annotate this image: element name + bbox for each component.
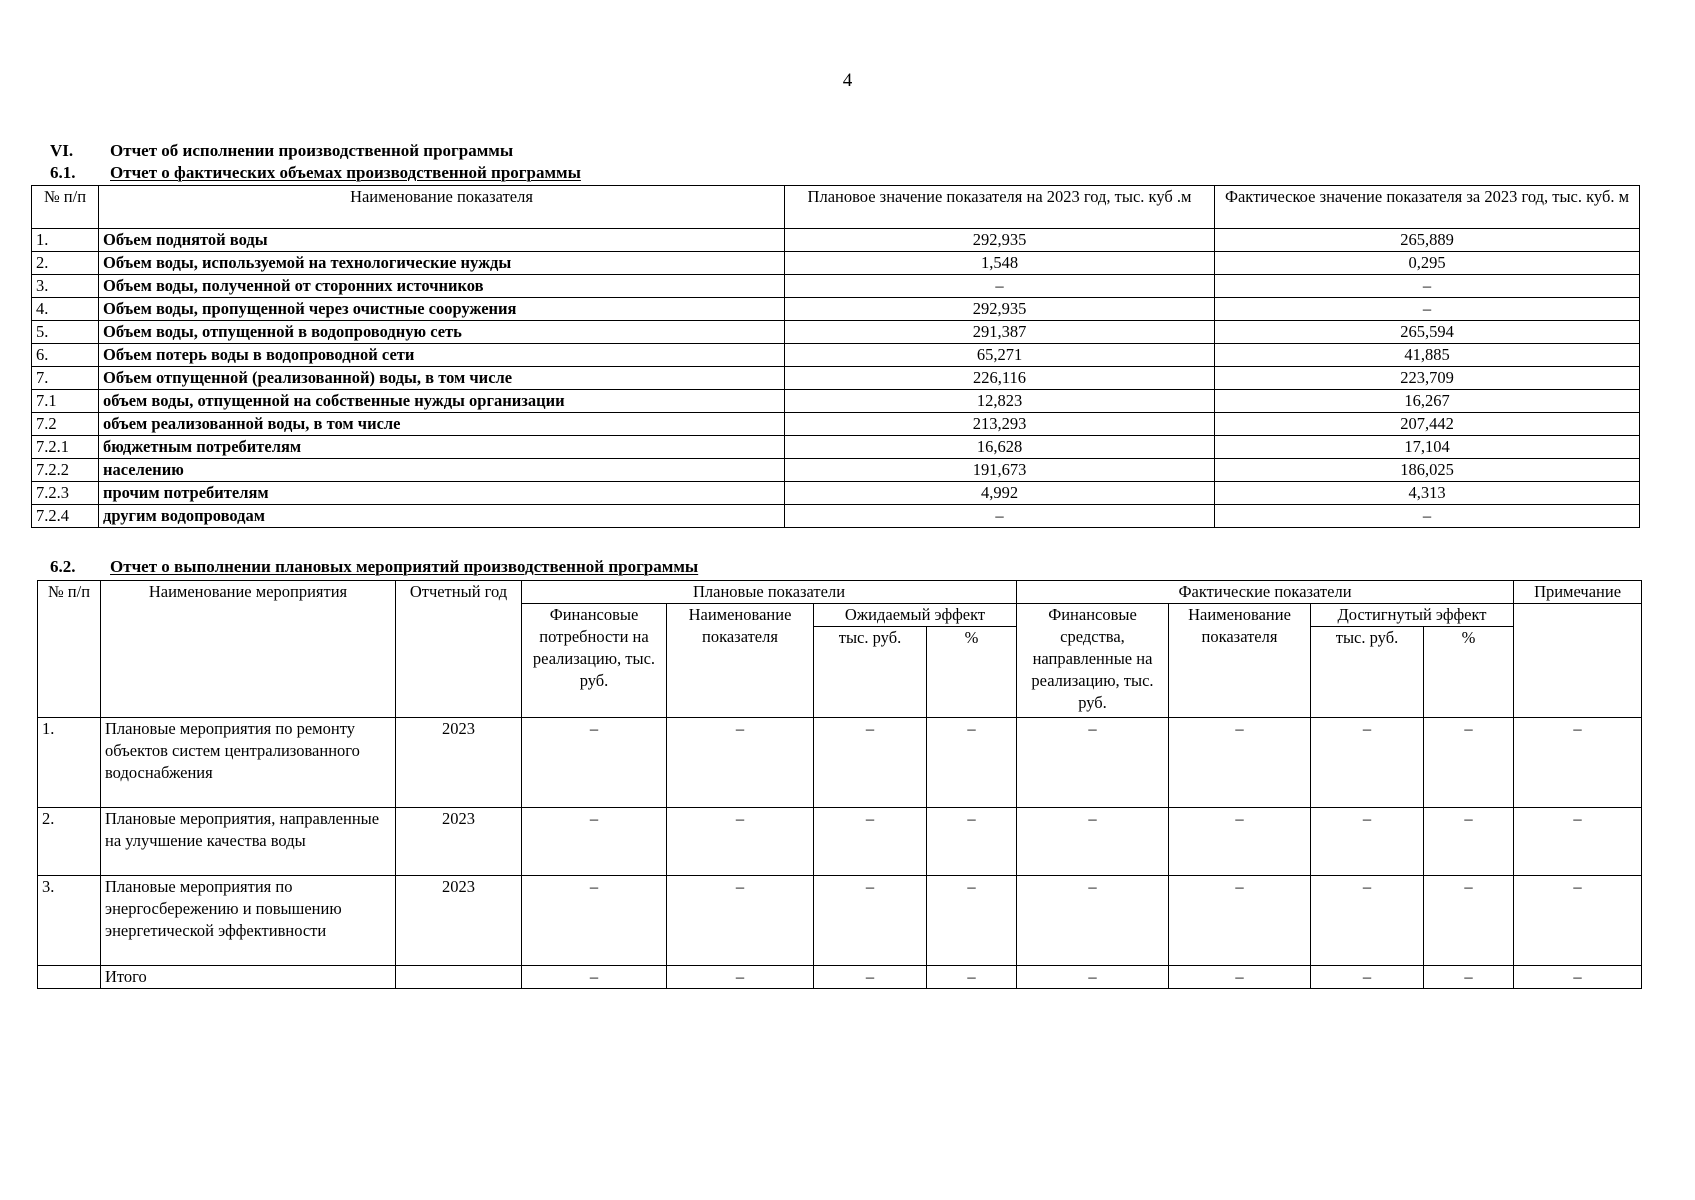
header-num: № п/п [38,581,101,718]
plan-value: 213,293 [785,413,1215,436]
expected-pct: – [927,876,1017,966]
note: – [1514,718,1642,808]
fact-value: – [1215,275,1640,298]
subsection-6-1-heading [50,163,581,183]
header-plan-value: Плановое значение показателя на 2023 год, тыс. куб .м [785,186,1215,229]
actual-finance: – [1017,966,1169,989]
plan-value: 12,823 [785,390,1215,413]
header-num: № п/п [32,186,99,229]
table-row [32,390,1640,413]
header-actual-indicator: Наименование показателя [1169,604,1311,718]
planned-indicator: – [667,966,814,989]
fact-value: 41,885 [1215,344,1640,367]
row-num: 1. [38,718,101,808]
expected-rub: – [814,718,927,808]
expected-pct: – [927,808,1017,876]
header-actual-finance: Финансовые средства, направленные на реализацию, тыс. руб. [1017,604,1169,718]
planned-finance: – [522,966,667,989]
planned-indicator: – [667,808,814,876]
achieved-pct: – [1424,718,1514,808]
achieved-pct: – [1424,876,1514,966]
indicator-name: Объем поднятой воды [99,229,785,252]
table-row [32,229,1640,252]
plan-value: – [785,505,1215,528]
row-num: 7. [32,367,99,390]
indicator-name: Объем воды, полученной от сторонних источников [99,275,785,298]
achieved-rub: – [1311,876,1424,966]
row-num: 7.2.2 [32,459,99,482]
actual-indicator: – [1169,808,1311,876]
measure-name: Плановые мероприятия по энергосбережению и повышению энергетической эффективности [101,876,396,966]
table-header-row [38,581,1642,604]
row-num: 3. [32,275,99,298]
fact-value: 207,442 [1215,413,1640,436]
achieved-rub: – [1311,966,1424,989]
plan-value: 226,116 [785,367,1215,390]
planned-indicator: – [667,876,814,966]
fact-value: – [1215,298,1640,321]
actual-indicator: – [1169,718,1311,808]
fact-value: 4,313 [1215,482,1640,505]
subsection-number: 6.1. [50,163,76,182]
achieved-rub: – [1311,808,1424,876]
indicator-name: Объем воды, используемой на технологические нужды [99,252,785,275]
table-body [38,718,1642,989]
plan-value: 4,992 [785,482,1215,505]
subsection-title: Отчет о выполнении плановых мероприятий производственной программы [110,557,699,576]
section-title: Отчет об исполнении производственной программы [110,141,514,160]
table-row [32,344,1640,367]
report-year: 2023 [396,876,522,966]
row-num: 7.2.3 [32,482,99,505]
header-expected-effect: Ожидаемый эффект [814,604,1017,627]
plan-value: 65,271 [785,344,1215,367]
subsection-6-2-heading [50,557,698,577]
report-year: 2023 [396,808,522,876]
header-achieved-effect: Достигнутый эффект [1311,604,1514,627]
planned-finance: – [522,808,667,876]
actual-finance: – [1017,808,1169,876]
row-num: 1. [32,229,99,252]
plan-value: 291,387 [785,321,1215,344]
table-row [32,505,1640,528]
table-row [32,413,1640,436]
indicator-name: прочим потребителям [99,482,785,505]
actual-finance: – [1017,876,1169,966]
achieved-pct: – [1424,808,1514,876]
expected-rub: – [814,808,927,876]
total-label: Итого [101,966,396,989]
production-volumes-table [31,185,1640,528]
expected-pct: – [927,966,1017,989]
row-num: 7.2.4 [32,505,99,528]
header-actual-indicators: Фактические показатели [1017,581,1514,604]
fact-value: 265,594 [1215,321,1640,344]
indicator-name: населению [99,459,785,482]
planned-finance: – [522,718,667,808]
subsection-number: 6.2. [50,557,76,576]
table-row [32,321,1640,344]
fact-value: 0,295 [1215,252,1640,275]
plan-value: 16,628 [785,436,1215,459]
header-note-blank [1514,604,1642,718]
indicator-name: Объем потерь воды в водопроводной сети [99,344,785,367]
fact-value: 223,709 [1215,367,1640,390]
header-planned-rub: тыс. руб. [814,627,927,718]
row-num: 6. [32,344,99,367]
fact-value: 16,267 [1215,390,1640,413]
plan-value: 191,673 [785,459,1215,482]
table-row [32,436,1640,459]
header-planned-finance: Финансовые потребности на реализацию, тыс. руб. [522,604,667,718]
indicator-name: Объем воды, пропущенной через очистные сооружения [99,298,785,321]
row-num: 5. [32,321,99,344]
plan-value: 1,548 [785,252,1215,275]
row-num: 7.2 [32,413,99,436]
indicator-name: бюджетным потребителям [99,436,785,459]
subsection-title: Отчет о фактических объемах производственной программы [110,163,581,182]
page-number: 4 [842,70,853,91]
achieved-pct: – [1424,966,1514,989]
row-num: 7.1 [32,390,99,413]
table-header-row [32,186,1640,229]
row-num: 2. [32,252,99,275]
note: – [1514,808,1642,876]
header-report-year: Отчетный год [396,581,522,718]
indicator-name: Объем воды, отпущенной в водопроводную сеть [99,321,785,344]
measure-name: Плановые мероприятия, направленные на улучшение качества воды [101,808,396,876]
note: – [1514,966,1642,989]
report-year: 2023 [396,718,522,808]
indicator-name: Объем отпущенной (реализованной) воды, в том числе [99,367,785,390]
table-row [32,298,1640,321]
table-row [38,808,1642,876]
achieved-rub: – [1311,718,1424,808]
expected-rub: – [814,966,927,989]
fact-value: – [1215,505,1640,528]
header-measure-name: Наименование мероприятия [101,581,396,718]
note: – [1514,876,1642,966]
header-planned-indicators: Плановые показатели [522,581,1017,604]
header-planned-pct: % [927,627,1017,718]
expected-rub: – [814,876,927,966]
header-planned-indicator: Наименование показателя [667,604,814,718]
table-row [32,275,1640,298]
row-num: 7.2.1 [32,436,99,459]
total-row [38,966,1642,989]
measure-name: Плановые мероприятия по ремонту объектов систем централизованного водоснабжения [101,718,396,808]
actual-finance: – [1017,718,1169,808]
indicator-name: объем реализованной воды, в том числе [99,413,785,436]
indicator-name: другим водопроводам [99,505,785,528]
report-year [396,966,522,989]
table-row [32,367,1640,390]
expected-pct: – [927,718,1017,808]
actual-indicator: – [1169,966,1311,989]
row-num: 4. [32,298,99,321]
table-row [32,252,1640,275]
indicator-name: объем воды, отпущенной на собственные нужды организации [99,390,785,413]
table-row [32,482,1640,505]
header-indicator-name: Наименование показателя [99,186,785,229]
header-fact-value: Фактическое значение показателя за 2023 год, тыс. куб. м [1215,186,1640,229]
table-row [38,876,1642,966]
row-num: 3. [38,876,101,966]
header-actual-rub: тыс. руб. [1311,627,1424,718]
plan-value: – [785,275,1215,298]
planned-measures-table [37,580,1642,989]
plan-value: 292,935 [785,229,1215,252]
section-number: VI. [50,141,74,160]
plan-value: 292,935 [785,298,1215,321]
row-num [38,966,101,989]
table-row [32,459,1640,482]
row-num: 2. [38,808,101,876]
header-actual-pct: % [1424,627,1514,718]
fact-value: 265,889 [1215,229,1640,252]
section-heading [50,141,513,161]
planned-finance: – [522,876,667,966]
table-body [32,229,1640,528]
planned-indicator: – [667,718,814,808]
fact-value: 17,104 [1215,436,1640,459]
table-row [38,718,1642,808]
fact-value: 186,025 [1215,459,1640,482]
actual-indicator: – [1169,876,1311,966]
header-note: Примечание [1514,581,1642,604]
